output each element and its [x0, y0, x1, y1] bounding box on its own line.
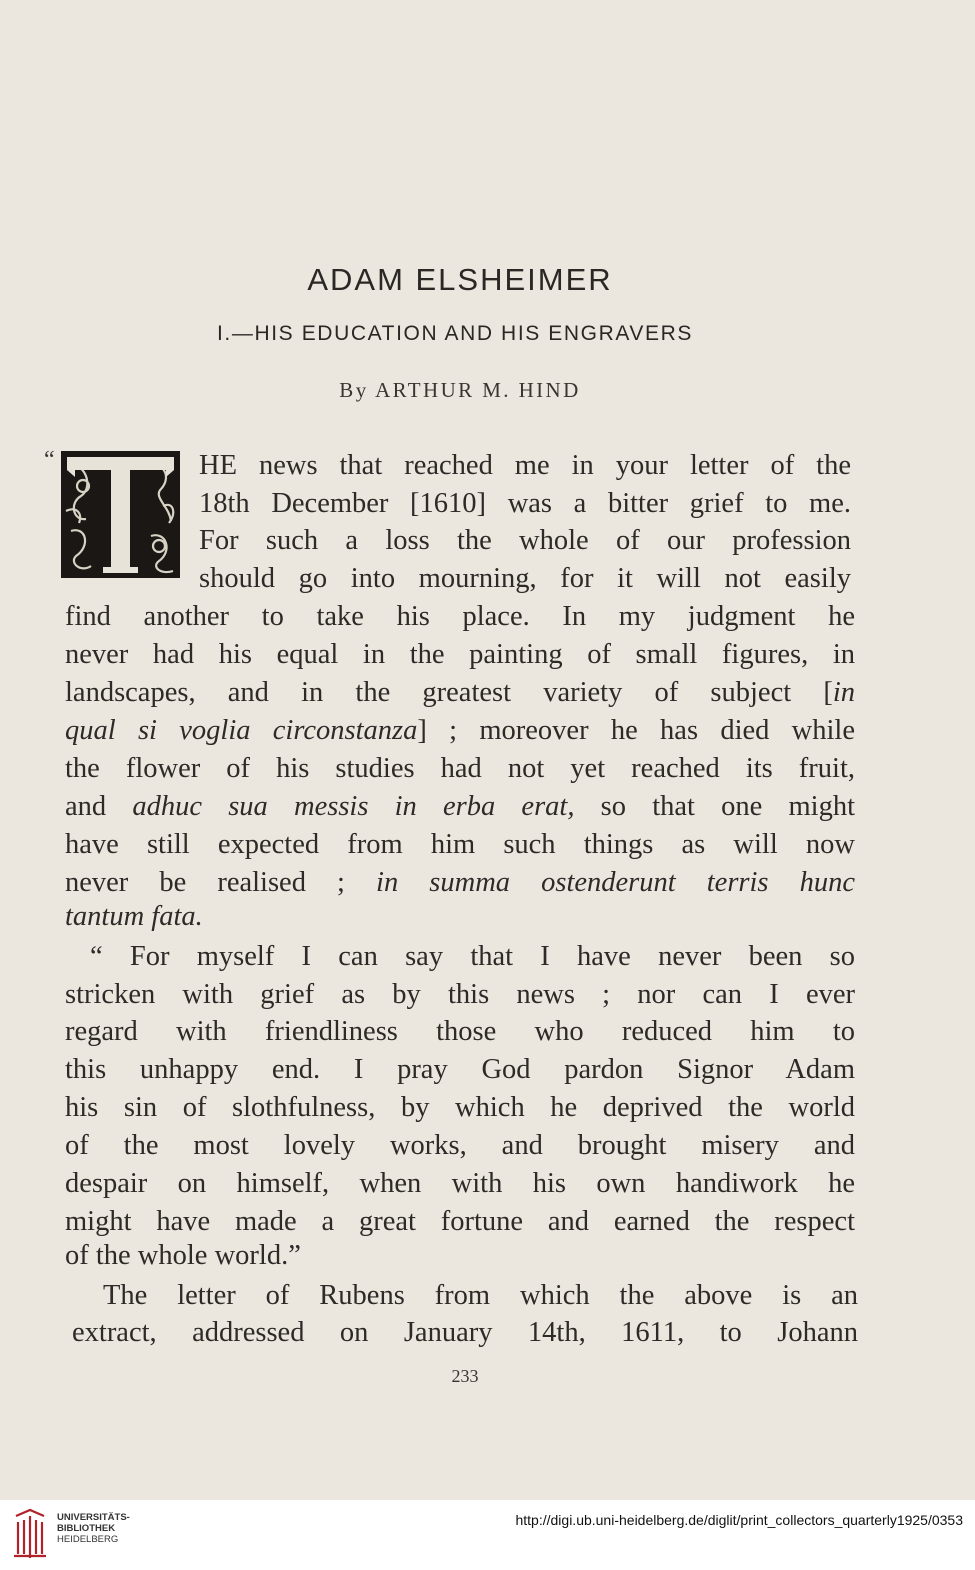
body-line-20: despair on himself, when with his own handiwork he	[65, 1168, 855, 1199]
body-line-3: For such a loss the whole of our profession	[199, 525, 851, 556]
article-subtitle: I.—HIS EDUCATION AND HIS ENGRAVERS	[216, 322, 694, 345]
body-line-1: HE news that reached me in your letter of the	[199, 450, 851, 481]
body-line-10	[65, 788, 855, 826]
page-number: 233	[451, 1366, 479, 1386]
article-title: ADAM ELSHEIMER	[307, 262, 613, 297]
ornament-t-icon	[61, 451, 180, 578]
body-line-8	[65, 712, 855, 750]
text-segment: landscapes, and in the greatest variety of subject [	[65, 677, 833, 708]
body-line-13	[65, 898, 855, 936]
text-segment: so that one might	[574, 791, 856, 822]
text-segment: never be realised ;	[65, 867, 377, 898]
body-line-2: 18th December [1610] was a bitter grief to me.	[199, 488, 851, 519]
body-line-23: The letter of Rubens from which the above is an	[103, 1280, 858, 1311]
body-line-16: regard with friendliness those who reduced him to	[65, 1016, 855, 1047]
article-byline: By ARTHUR M. HIND	[339, 378, 581, 402]
library-line-3: HEIDELBERG	[57, 1534, 119, 1545]
italic-segment: adhuc sua messis in erba erat,	[132, 791, 575, 822]
body-line-22: of the whole world.”	[65, 1240, 301, 1271]
italic-segment: tantum fata.	[65, 901, 203, 932]
body-line-4: should go into mourning, for it will not easily	[199, 563, 851, 594]
university-library-logo-icon	[10, 1508, 50, 1560]
library-name	[57, 1512, 130, 1545]
body-line-9: the flower of his studies had not yet reached its fruit,	[65, 753, 855, 784]
body-line-15: stricken with grief as by this news ; nor can I ever	[65, 979, 855, 1010]
library-footer	[0, 1500, 975, 1570]
library-line-2: BIBLIOTHEK	[57, 1523, 116, 1534]
body-line-14: “ For myself I can say that I have never been so	[90, 941, 855, 972]
body-line-12	[65, 864, 855, 902]
body-line-24: extract, addressed on January 14th, 1611, to Johann	[72, 1317, 858, 1348]
text-segment: and	[65, 791, 133, 822]
body-line-19: of the most lovely works, and brought misery and	[65, 1130, 855, 1161]
body-line-11: have still expected from him such things as will now	[65, 829, 855, 860]
body-line-6: never had his equal in the painting of small figures, in	[65, 639, 855, 670]
italic-segment: in	[832, 677, 855, 708]
text-segment: ] ; moreover he has died while	[417, 715, 856, 746]
body-line-17: this unhappy end. I pray God pardon Signor Adam	[65, 1054, 855, 1085]
italic-segment: qual si voglia circonstanza	[65, 715, 418, 746]
body-line-21: might have made a great fortune and earned the respect	[65, 1206, 855, 1237]
body-line-7	[65, 674, 855, 712]
italic-segment: in summa ostenderunt terris hunc	[376, 867, 855, 898]
source-url-link[interactable]: http://digi.ub.uni-heidelberg.de/diglit/print_collectors_quarterly1925/0353	[515, 1512, 963, 1528]
body-line-5: find another to take his place. In my judgment he	[65, 601, 855, 632]
body-line-18: his sin of slothfulness, by which he deprived the world	[65, 1092, 855, 1123]
library-line-1: UNIVERSITÄTS-	[57, 1512, 130, 1523]
decorated-drop-cap	[61, 451, 180, 578]
opening-quote-mark: “	[44, 447, 55, 473]
